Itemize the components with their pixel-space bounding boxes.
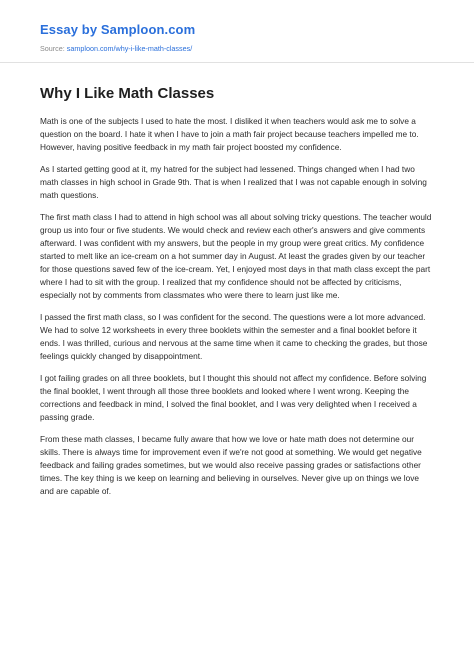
source-link[interactable]: samploon.com/why-i-like-math-classes/ [66, 44, 193, 53]
brand-title: Essay by Samploon.com [40, 22, 196, 37]
essay-paragraph: I passed the first math class, so I was confident for the second. The questions were a lot more advanced. We had to solve 12 worksheets in every three booklets within the semester and a final booklet before it ends. I was thrilled, curious and nervous at the same time when it came to checking the grades, but those feelings quickly changed by disappointment. [40, 312, 428, 361]
essay-title: Why I Like Math Classes [40, 85, 215, 102]
essay-paragraph: From these math classes, I became fully aware that how we love or hate math does not determine our skills. There is always time for improvement even if we're not good at something. We would get negative feedback and failing grades sometimes, but we would also receive passing grades or satisfactions other times. The key thing is we keep on learning and believing in ourselves. Never give up on things we love and are capable of. [40, 434, 422, 496]
essay-paragraph: As I started getting good at it, my hatred for the subject had lessened. Things changed when I had two math classes in high school in Grade 9th. That is when I realized that I was not capable enough in solving math questions. [40, 164, 427, 200]
essay-paragraph: I got failing grades on all three booklets, but I thought this should not affect my confidence. Before solving the final booklet, I went through all those three booklets and looked where I went wrong. Keeping the corrections and feedback in mind, I solved the final booklet, and I was very delighted when I received a passing grade. [40, 373, 427, 422]
page-header [40, 22, 434, 53]
essay-paragraph: The first math class I had to attend in high school was all about solving tricky questions. The teacher would group us into four or five students. We would check and review each other's answers and give comments afterward. I was confident with my answers, but the people in my group were great critics. My confidence started to melt like an ice-cream on a hot summer day in August. At least the grades given by our teacher for those questions saved few of the ice-cream. Yet, I enjoyed most days in that math class except the part where I had to sit with the group. I realized that my confidence should not be affected by criticisms, especially not by comments from classmates who were there to learn just like me. [40, 212, 432, 300]
source-line [40, 44, 434, 53]
essay-body [40, 115, 434, 498]
essay-paragraph: Math is one of the subjects I used to hate the most. I disliked it when teachers would ask me to solve a question on the board. I hate it when I have to join a math fair project because teachers impelled me to. However, having positive feedback in my math fair project boosted my confidence. [40, 116, 419, 152]
header-divider [0, 62, 474, 63]
source-label: Source: [40, 44, 67, 53]
